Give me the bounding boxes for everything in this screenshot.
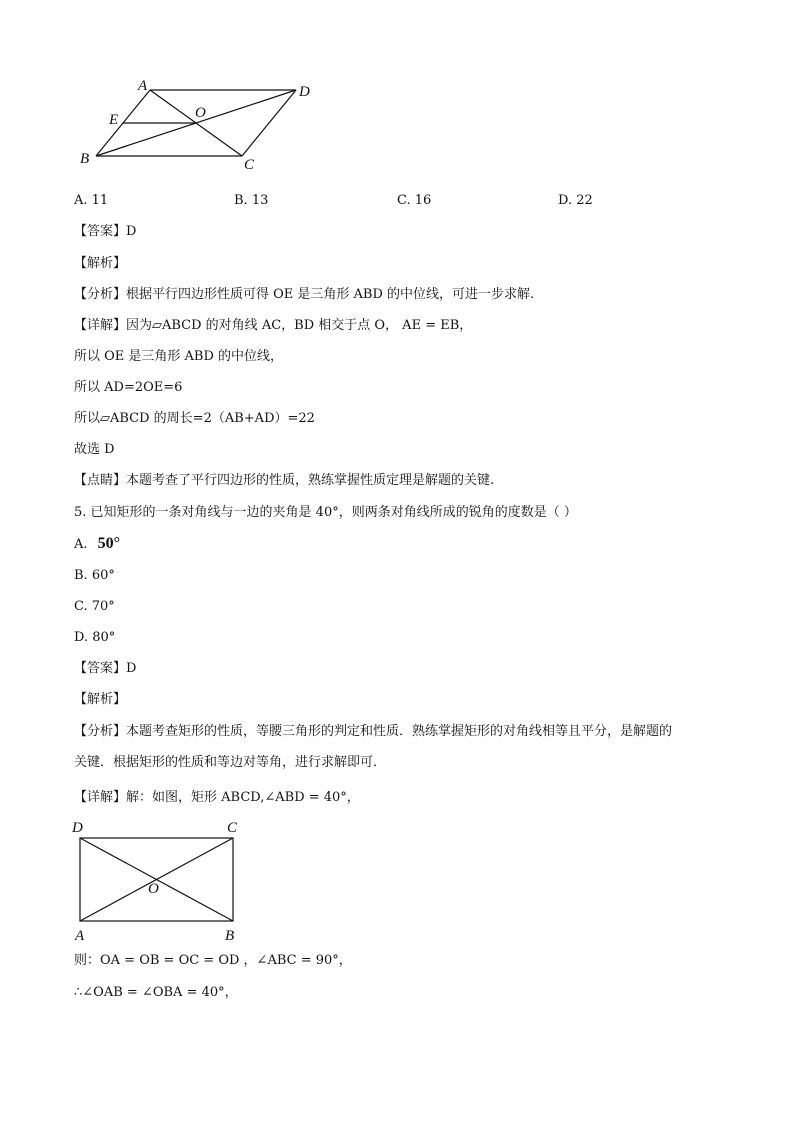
parallelogram-figure bbox=[74, 74, 334, 178]
q5-answer: 【答案】D bbox=[74, 661, 137, 676]
label-d: D bbox=[299, 84, 310, 100]
q5-option-a-letter: A. bbox=[74, 537, 88, 552]
q5-stem: 5. 已知矩形的一条对角线与一边的夹角是 40°，则两条对角线所成的锐角的度数是（ ） bbox=[74, 505, 577, 520]
label-o: O bbox=[195, 105, 206, 121]
label-a: A bbox=[138, 78, 148, 94]
label-b: B bbox=[225, 928, 235, 944]
q5-fenxi-line-2: 关键．根据矩形的性质和等边对等角，进行求解即可． bbox=[74, 755, 387, 770]
q4-xiangjie: 【详解】因为▱ABCD 的对角线 AC，BD 相交于点 O， AE = EB， bbox=[74, 318, 473, 333]
q4-line-4: 故选 D bbox=[74, 442, 115, 457]
label-b: B bbox=[80, 151, 90, 167]
q5-xiangjie: 【详解】解：如图，矩形 ABCD,∠ABD = 40°， bbox=[74, 790, 360, 805]
q4-line-1: 所以 OE 是三角形 ABD 的中位线， bbox=[74, 349, 284, 364]
q5-analysis-heading: 【解析】 bbox=[74, 692, 127, 707]
label-o: O bbox=[148, 881, 159, 897]
q4-fenxi: 【分析】根据平行四边形性质可得 OE 是三角形 ABD 的中位线，可进一步求解. bbox=[74, 287, 535, 302]
option-b: B. 13 bbox=[234, 193, 269, 208]
label-c: C bbox=[244, 157, 255, 173]
q4-answer: 【答案】D bbox=[74, 224, 137, 239]
segment-dc bbox=[242, 90, 296, 156]
q5-option-a bbox=[74, 535, 120, 554]
q5-option-c: C. 70° bbox=[74, 599, 115, 614]
option-a: A. 11 bbox=[74, 193, 109, 208]
option-d: D. 22 bbox=[558, 193, 593, 208]
q4-line-2: 所以 AD=2OE=6 bbox=[74, 380, 183, 395]
q4-line-3: 所以▱ABCD 的周长=2（AB+AD）=22 bbox=[74, 411, 315, 426]
q4-dianjing: 【点睛】本题考查了平行四边形的性质，熟练掌握性质定理是解题的关键. bbox=[74, 473, 495, 488]
q5-option-a-value: 50° bbox=[97, 535, 121, 552]
rectangle-figure bbox=[68, 816, 248, 946]
q5-fenxi-line-1: 【分析】本题考查矩形的性质，等腰三角形的判定和性质．熟练掌握矩形的对角线相等且平分，是解题的 bbox=[74, 724, 673, 739]
label-a: A bbox=[75, 928, 85, 944]
option-c: C. 16 bbox=[397, 193, 432, 208]
label-d: D bbox=[72, 820, 83, 836]
q5-option-b: B. 60° bbox=[74, 568, 115, 583]
q5-therefore: ∴∠OAB = ∠OBA = 40°， bbox=[74, 985, 238, 1000]
q5-option-d: D. 80° bbox=[74, 630, 116, 645]
label-c: C bbox=[227, 820, 238, 836]
q4-analysis-heading: 【解析】 bbox=[74, 256, 127, 271]
label-e: E bbox=[109, 112, 119, 128]
q5-then: 则：OA = OB = OC = OD ，∠ABC = 90°， bbox=[74, 953, 352, 968]
